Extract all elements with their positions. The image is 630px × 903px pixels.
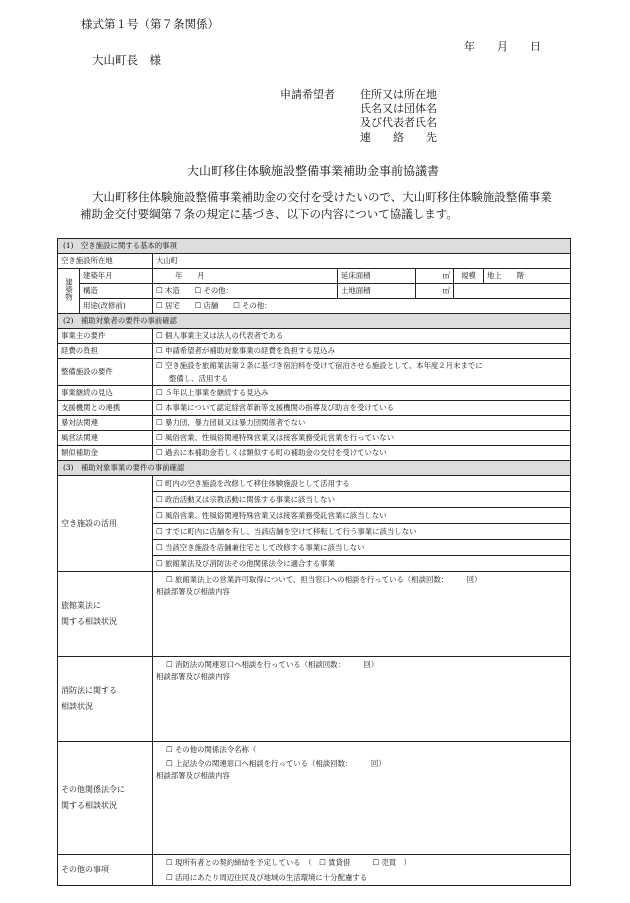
requirement-label: 事業継続の見込 bbox=[58, 386, 153, 401]
addressee: 大山町長 様 bbox=[92, 53, 161, 67]
consultation-table bbox=[57, 238, 571, 886]
form-number: 様式第１号（第７条関係） bbox=[81, 17, 219, 31]
other-law-name-check: ☐ その他の関係法令名称（ bbox=[166, 745, 257, 754]
requirement-label: 支援機関との連携 bbox=[58, 401, 153, 416]
other-law-status[interactable] bbox=[153, 742, 571, 855]
other-law-label: その他関係法令に 関する相談状況 bbox=[58, 742, 153, 855]
build-year-value[interactable]: 年 月 bbox=[153, 269, 338, 284]
facility-use-check[interactable]: ☐ 旅館業法及び消防法その他関係法令に適合する事業 bbox=[153, 556, 571, 572]
requirement-check[interactable]: ☐ 過去に本補助金若しくは類似する町の補助金の交付を受けていない bbox=[153, 446, 571, 461]
land-area-value[interactable] bbox=[416, 284, 454, 299]
structure-options[interactable]: ☐ 木造 ☐ その他： bbox=[153, 284, 338, 299]
fire-law-label: 消防法に関する 相談状況 bbox=[58, 657, 153, 742]
land-area-label: 土地面積 bbox=[338, 284, 416, 299]
requirement-label: 風営法関連 bbox=[58, 431, 153, 446]
location-label: 空き施設所在地 bbox=[58, 254, 153, 269]
section-2-header: (2) 補助対象者の要件の事前確認 bbox=[58, 314, 571, 329]
floor-area-value[interactable] bbox=[416, 269, 454, 284]
applicant-label: 申請希望者 bbox=[280, 88, 335, 101]
facility-use-check[interactable]: ☐ 当該空き施設を店舗兼住宅として改修する事業に該当しない bbox=[153, 540, 571, 556]
fire-law-status[interactable] bbox=[153, 657, 571, 742]
applicant-name-field: 氏名又は団体名 bbox=[360, 102, 437, 115]
fire-check: ☐ 消防法の関連窓口へ相談を行っている（相談回数： 回） bbox=[166, 660, 379, 669]
requirement-check[interactable] bbox=[153, 359, 571, 386]
applicant-contact-field: 連 絡 先 bbox=[360, 131, 437, 144]
location-value[interactable]: 大山町 bbox=[153, 254, 571, 269]
requirement-check[interactable]: ☐ ５年以上事業を継続する見込み bbox=[153, 386, 571, 401]
usage-label: 用途(改修前) bbox=[80, 299, 153, 314]
intro-paragraph: 大山町移住体験施設整備事業補助金の交付を受けたいので、大山町移住体験施設整備事業補助金交付要綱第７条の規定に基づき、以下の内容について協議します。 bbox=[80, 190, 552, 221]
ryokan-law-status[interactable] bbox=[153, 572, 571, 657]
scale-value[interactable]: 地上 階 bbox=[484, 269, 571, 284]
usage-options[interactable]: ☐ 居宅 ☐ 店舗 ☐ その他： bbox=[153, 299, 571, 314]
facility-use-check[interactable]: ☐ 政治活動又は宗教活動に関係する事業に該当しない bbox=[153, 492, 571, 508]
requirement-text: ☐ 空き施設を旅館業法第２条に基づき宿泊料を受けて宿泊させる施設として、本年度２月末までに bbox=[156, 360, 483, 370]
structure-label: 構造 bbox=[80, 284, 153, 299]
other-law-consult-check: ☐ 上記法令の関連窓口へ相談を行っている（相談回数： 回） bbox=[166, 759, 386, 768]
requirement-label: 暴対法関連 bbox=[58, 416, 153, 431]
document-title: 大山町移住体験施設整備事業補助金事前協議書 bbox=[187, 164, 440, 178]
requirement-check[interactable]: ☐ 風俗営業、性風俗関連特殊営業又は接客業務受託営業を行っていない bbox=[153, 431, 571, 446]
dept-label: 相談部署及び相談内容 bbox=[156, 771, 230, 780]
requirement-label: 事業主の要件 bbox=[58, 329, 153, 344]
requirement-check[interactable]: ☐ 本事業について認定経営革新等支援機関の指導及び助言を受けている bbox=[153, 401, 571, 416]
section-3-header: (3) 補助対象事業の要件の事前確認 bbox=[58, 461, 571, 476]
requirement-label: 類似補助金 bbox=[58, 446, 153, 461]
building-label: 建築物 bbox=[58, 269, 80, 314]
facility-use-check[interactable]: ☐ すでに町内に店舗を有し、当該店舗を空けて移転して行う事業に該当しない bbox=[153, 524, 571, 540]
scale-label: 規模 bbox=[454, 269, 484, 284]
requirement-check[interactable]: ☐ 暴力団、暴力団員又は暴力団関係者でない bbox=[153, 416, 571, 431]
requirement-label: 経費の負担 bbox=[58, 344, 153, 359]
dept-label: 相談部署及び相談内容 bbox=[156, 587, 230, 596]
requirement-check[interactable]: ☐ 個人事業主又は法人の代表者である bbox=[153, 329, 571, 344]
ryokan-check: ☐ 旅館業法上の営業許可取得について、担当窓口への相談を行っている（相談回数： 回） bbox=[166, 575, 482, 584]
environment-check: ☐ 活用にあたり周辺住民及び地域の生活環境に十分配慮する bbox=[166, 872, 368, 882]
applicant-representative-field: 及び代表者氏名 bbox=[360, 116, 437, 129]
requirement-text-cont: 整備し、活用する bbox=[169, 373, 229, 383]
misc-label: その他の事項 bbox=[58, 855, 153, 886]
facility-use-check[interactable]: ☐ 風俗営業、性風俗関連特殊営業又は接客業務受託営業に該当しない bbox=[153, 508, 571, 524]
land-area-unit: ㎡ bbox=[442, 286, 450, 295]
build-year-label: 建築年月 bbox=[80, 269, 153, 284]
requirement-label: 整備施設の要件 bbox=[58, 359, 153, 386]
section-1-header: (1) 空き施設に関する基本的事項 bbox=[58, 239, 571, 254]
facility-use-label: 空き施設の活用 bbox=[58, 476, 153, 572]
misc-status[interactable] bbox=[153, 855, 571, 886]
blank-cell bbox=[454, 284, 571, 299]
contract-check: ☐ 現所有者との契約締結を予定している （ ☐ 賃貸借 ☐ 売買 ） bbox=[166, 857, 411, 867]
requirement-check[interactable]: ☐ 申請希望者が補助対象事業の経費を負担する見込み bbox=[153, 344, 571, 359]
dept-label: 相談部署及び相談内容 bbox=[156, 672, 230, 681]
date-line: 年 月 日 bbox=[464, 40, 541, 53]
floor-area-unit: ㎡ bbox=[442, 271, 450, 280]
ryokan-law-label: 旅館業法に 関する相談状況 bbox=[58, 572, 153, 657]
floor-area-label: 延床面積 bbox=[338, 269, 416, 284]
facility-use-check[interactable]: ☐ 町内の空き施設を改修して移住体験施設として活用する bbox=[153, 476, 571, 492]
applicant-address-field: 住所又は所在地 bbox=[360, 88, 437, 101]
